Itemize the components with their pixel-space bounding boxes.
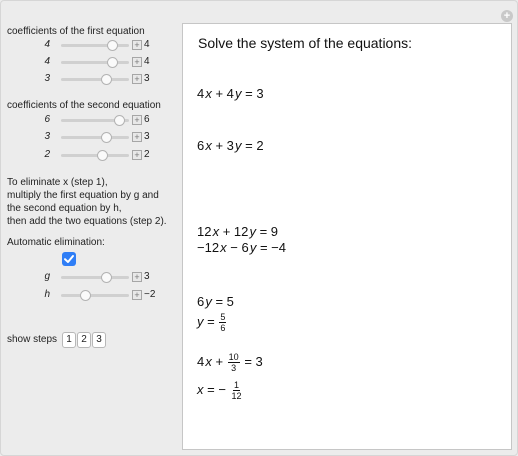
slider-first-b[interactable]: [1, 55, 176, 69]
plus-icon[interactable]: +: [501, 10, 513, 22]
step-1-button[interactable]: 1: [62, 332, 76, 348]
instruction-line: multiply the first equation by g and: [7, 190, 159, 201]
instruction-line: the second equation by h,: [7, 203, 122, 214]
slider-track[interactable]: [61, 44, 129, 47]
slider-label: 4: [44, 39, 50, 50]
step1-equation-1: 12 x + 12 y = 9: [197, 224, 279, 239]
slider-track[interactable]: [61, 61, 129, 64]
slider-track[interactable]: [61, 78, 129, 81]
slider-value: 2: [144, 149, 150, 160]
second-equation-heading: coefficients of the second equation: [7, 100, 161, 111]
fraction: $\frac{1}{12}$: [231, 380, 242, 401]
instructions: [7, 176, 167, 228]
slider-thumb[interactable]: [97, 150, 108, 161]
step3-equation-1: 4 x + $\frac{10}{3}$ = 3: [197, 352, 263, 373]
slider-track[interactable]: [61, 276, 129, 279]
slider-label: 3: [44, 131, 50, 142]
expand-plus-icon[interactable]: +: [132, 40, 142, 50]
slider-thumb[interactable]: [101, 132, 112, 143]
step1-equation-2: −12 x − 6 y = −4: [197, 240, 286, 255]
slider-g[interactable]: [1, 270, 176, 284]
slider-thumb[interactable]: [107, 40, 118, 51]
slider-thumb[interactable]: [107, 57, 118, 68]
slider-second-b[interactable]: [1, 130, 176, 144]
automatic-elimination-checkbox[interactable]: [62, 252, 76, 266]
checkmark-icon: [62, 252, 76, 266]
slider-value: 3: [144, 73, 150, 84]
slider-thumb[interactable]: [80, 290, 91, 301]
slider-value: 3: [144, 271, 150, 282]
expand-plus-icon[interactable]: +: [132, 290, 142, 300]
slider-first-a[interactable]: [1, 38, 176, 52]
step2-equation-1: 6 y = 5: [197, 294, 234, 309]
automatic-elimination-label: Automatic elimination:: [7, 237, 105, 248]
slider-label: 6: [44, 114, 50, 125]
step-3-button[interactable]: 3: [92, 332, 106, 348]
panel-title: Solve the system of the equations:: [198, 35, 413, 51]
slider-thumb[interactable]: [101, 272, 112, 283]
slider-second-c[interactable]: [1, 148, 176, 162]
slider-value: 4: [144, 39, 150, 50]
fraction: $\frac{10}{3}$: [228, 352, 239, 373]
fraction: $\frac{5}{6}$: [220, 312, 226, 333]
expand-plus-icon[interactable]: +: [132, 272, 142, 282]
slider-h[interactable]: [1, 288, 176, 302]
slider-value: −2: [144, 289, 156, 300]
equation-2: 6 x + 3 y = 2: [197, 138, 264, 153]
expand-plus-icon[interactable]: +: [132, 74, 142, 84]
first-equation-heading: coefficients of the first equation: [7, 26, 145, 37]
show-steps-label: show steps: [7, 334, 58, 345]
slider-thumb[interactable]: [114, 115, 125, 126]
slider-track[interactable]: [61, 136, 129, 139]
slider-label: g: [44, 271, 50, 282]
slider-thumb[interactable]: [101, 74, 112, 85]
step-2-button[interactable]: 2: [77, 332, 91, 348]
slider-value: 6: [144, 114, 150, 125]
slider-track[interactable]: [61, 294, 129, 297]
expand-plus-icon[interactable]: +: [132, 115, 142, 125]
solution-panel: [182, 23, 512, 450]
equation-1: 4 x + 4 y = 3: [197, 86, 264, 101]
expand-plus-icon[interactable]: +: [132, 150, 142, 160]
step3-equation-2: x = − $\frac{1}{12}$: [197, 380, 242, 401]
slider-first-c[interactable]: [1, 72, 176, 86]
instruction-line: then add the two equations (step 2).: [7, 216, 167, 227]
expand-plus-icon[interactable]: +: [132, 132, 142, 142]
slider-track[interactable]: [61, 154, 129, 157]
slider-label: 2: [44, 149, 50, 160]
slider-second-a[interactable]: [1, 113, 176, 127]
slider-value: 4: [144, 56, 150, 67]
slider-label: 4: [44, 56, 50, 67]
step2-equation-2: y = $\frac{5}{6}$: [197, 312, 226, 333]
slider-label: h: [44, 289, 50, 300]
expand-plus-icon[interactable]: +: [132, 57, 142, 67]
slider-value: 3: [144, 131, 150, 142]
slider-label: 3: [44, 73, 50, 84]
instruction-line: To eliminate x (step 1),: [7, 177, 108, 188]
